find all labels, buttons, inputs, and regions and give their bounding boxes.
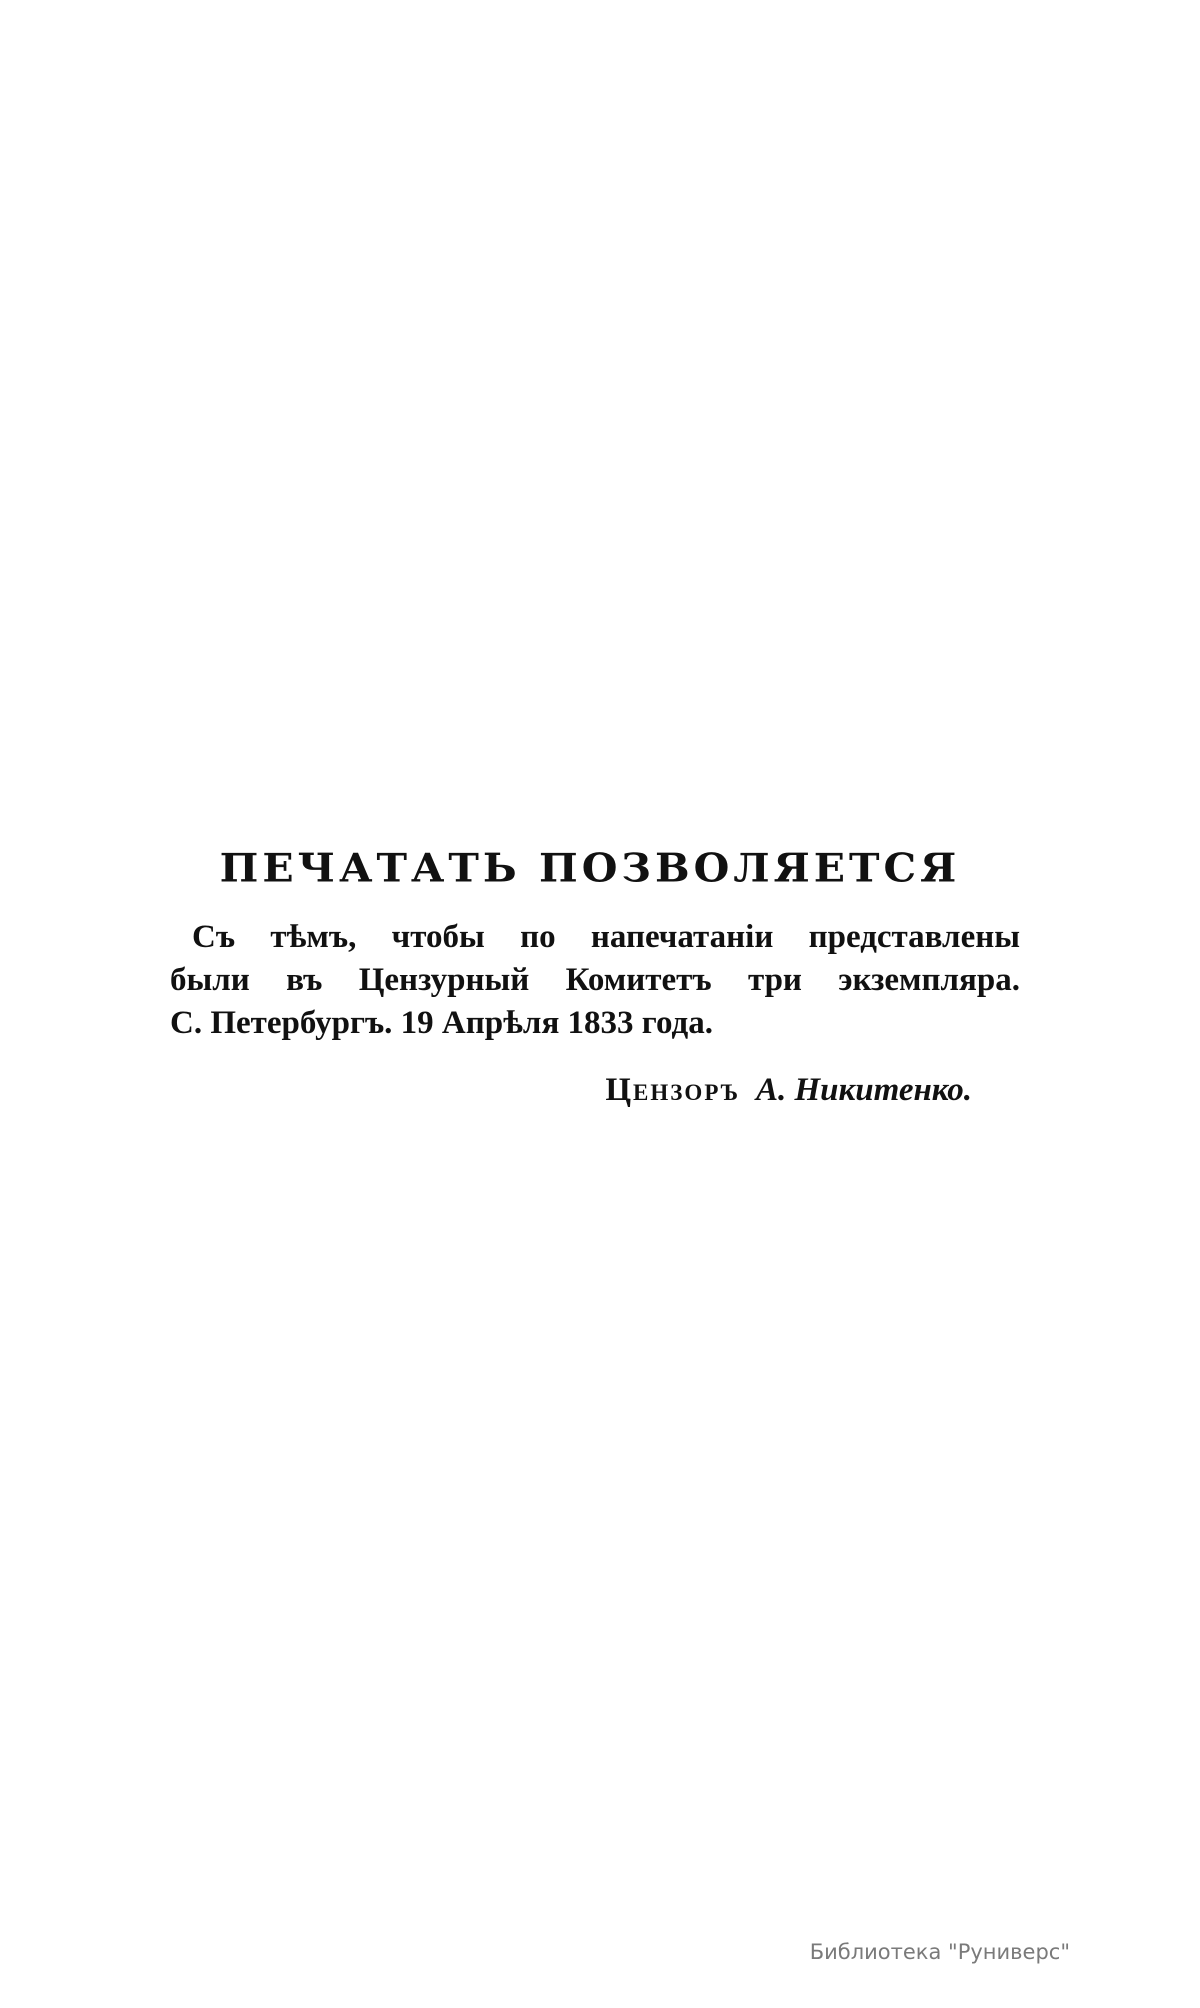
censor-title: Цензоръ xyxy=(605,1072,740,1108)
approval-line-3: С. Петербургъ. 19 Апрѣля 1833 года. xyxy=(170,1005,713,1041)
censorship-approval xyxy=(170,838,1020,1112)
censor-signature xyxy=(170,1069,1020,1112)
approval-line-2: были въ Цензурный Комитетъ три экземпляра. xyxy=(170,962,1020,998)
approval-line-1: Съ тѣмъ, чтобы по напечатанiи представлены xyxy=(192,919,1020,955)
approval-heading: ПЕЧАТАТЬ ПОЗВОЛЯЕТСЯ xyxy=(219,845,961,891)
approval-text xyxy=(170,916,1020,1045)
library-watermark: Библиотека "Руниверс" xyxy=(809,1940,1070,1964)
censor-name: А. Никитенко. xyxy=(755,1072,972,1108)
